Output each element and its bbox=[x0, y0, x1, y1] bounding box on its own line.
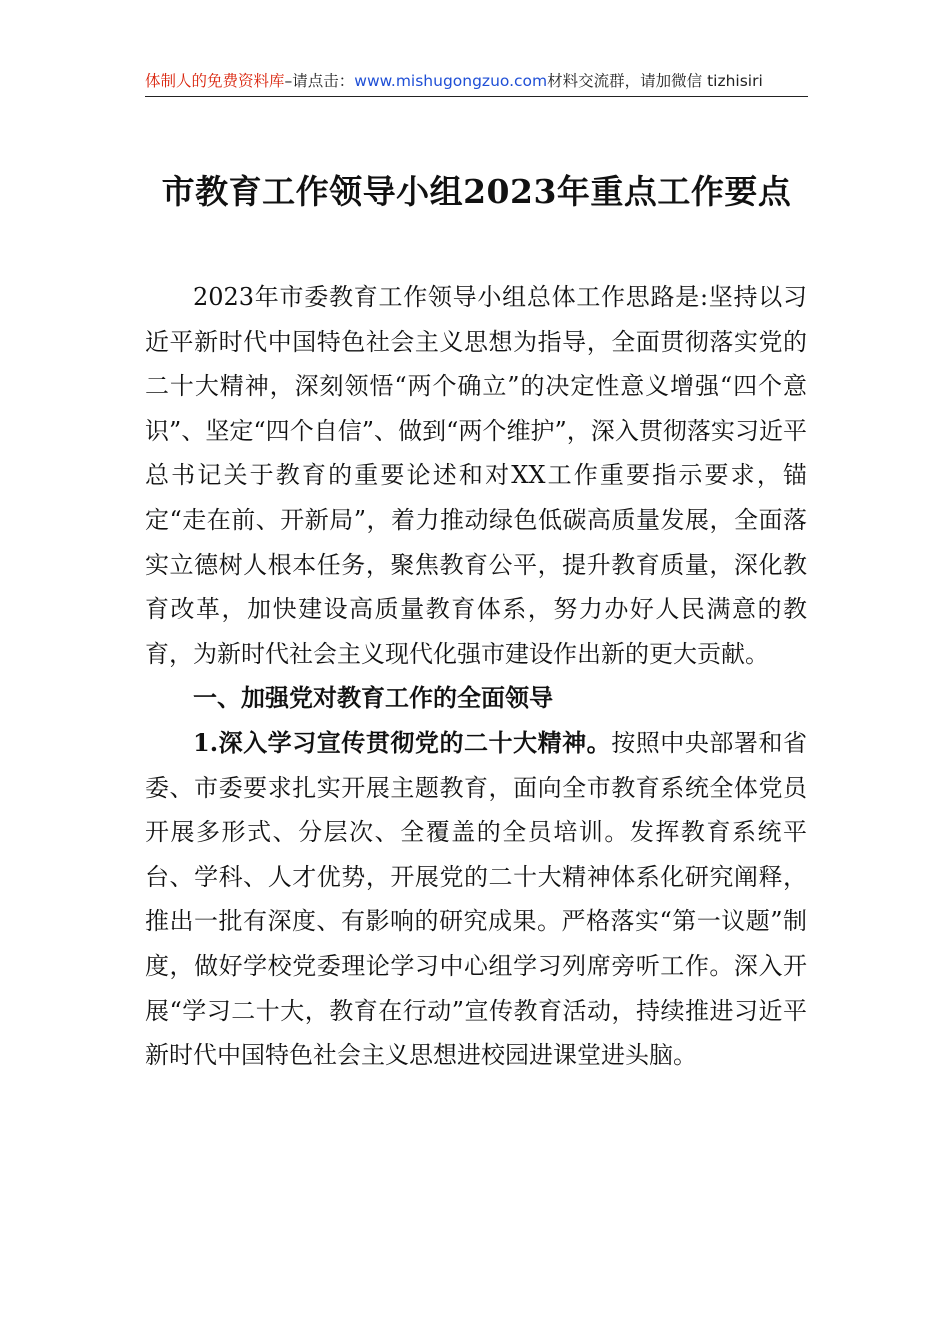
document-title: 市教育工作领导小组2023年重点工作要点 bbox=[161, 172, 792, 211]
section-heading: 一、加强党对教育工作的全面领导 bbox=[193, 684, 553, 713]
intro-paragraph: 2023年市委教育工作领导小组总体工作思路是:坚持以习近平新时代中国特色社会主义思想为指导，全面贯彻落实党的二十大精神，深刻领悟“两个确立”的决定性意义增强“四个意识”、坚定“四个自信”、做到“两个维护”，深入贯彻落实习近平总书记关于教育的重要论述和对XX工作重要指示要求，锚定“走在前、开新局”，着力推动绿色低碳高质量发展，全面落实立德树人根本任务，聚焦教育公平，提升教育质量，深化教育改革，加快建设高质量教育体系，努力办好人民满意的教育，为新时代社会主义现代化强市建设作出新的更大贡献。 bbox=[145, 283, 807, 668]
item-body: 按照中央部署和省委、市委要求扎实开展主题教育，面向全市教育系统全体党员开展多形式、分层次、全覆盖的全员培训。发挥教育系统平台、学科、人才优势，开展党的二十大精神体系化研究阐释，推出一批有深度、有影响的研究成果。严格落实“第一议题”制度，做好学校党委理论学习中心组学习列席旁听工作。深入开展“学习二十大，教育在行动”宣传教育活动，持续推进习近平新时代中国特色社会主义思想进校园进课堂进头脑。 bbox=[145, 728, 807, 1070]
page-header bbox=[145, 68, 808, 97]
document-body bbox=[145, 275, 807, 1078]
header-prompt: –请点击： bbox=[284, 72, 355, 90]
header-url-link[interactable]: www.mishugongzuo.com bbox=[354, 72, 548, 90]
header-brand: 体制人的免费资料库 bbox=[145, 72, 285, 90]
item-paragraph bbox=[145, 721, 807, 1078]
header-contact: 材料交流群，请加微信 tizhisiri bbox=[547, 72, 763, 90]
item-lead: 1.深入学习宣传贯彻党的二十大精神。 bbox=[193, 727, 612, 757]
